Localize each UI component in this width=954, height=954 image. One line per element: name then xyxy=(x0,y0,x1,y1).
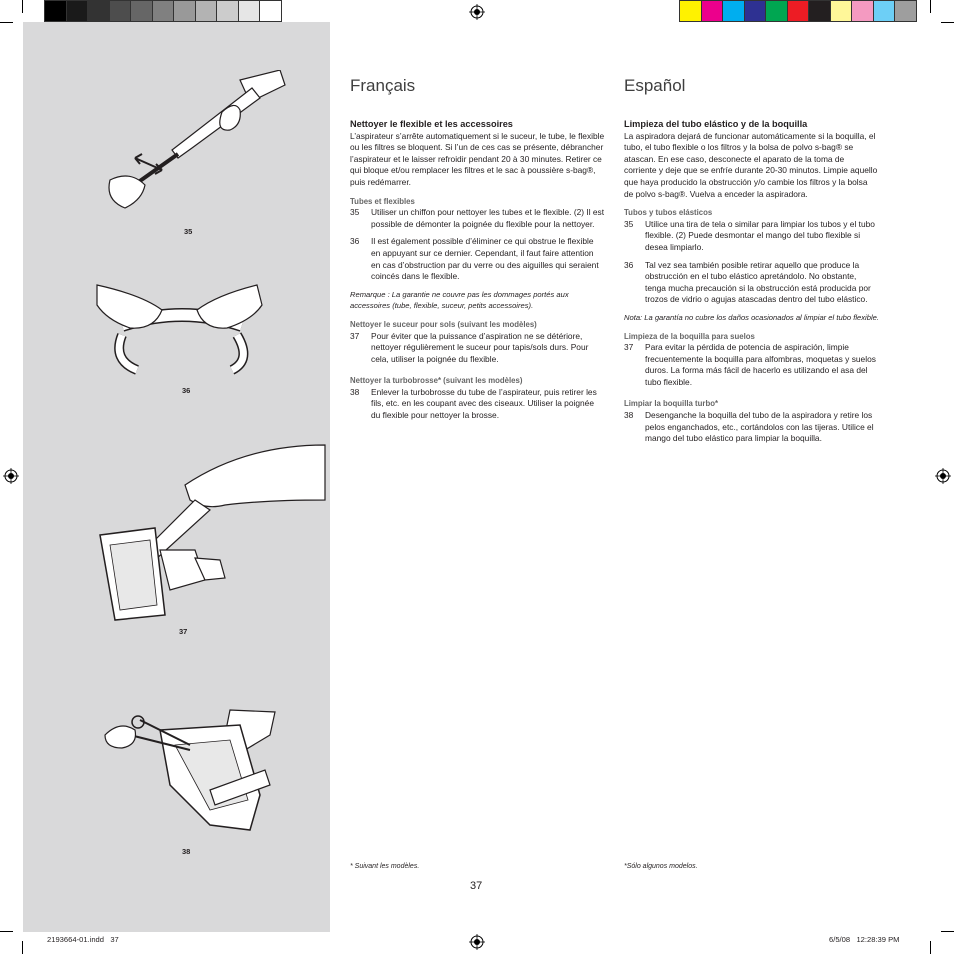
illustration-tube-cleaning xyxy=(90,70,290,215)
subheading: Tubos y tubos elásticos xyxy=(624,208,713,218)
list-item: 38 Desenganche la boquilla del tubo de la aspiradora y retire los pelos enganchados, etc., cortándolos con las tijeras. Utilice el mango del tubo elástico para limpiar la boquilla. xyxy=(624,410,874,444)
crop-mark xyxy=(941,931,954,932)
crop-mark xyxy=(930,941,931,954)
slug-date: 6/5/08 12:28:39 PM xyxy=(829,935,900,944)
color-swatch xyxy=(766,0,788,22)
color-swatch xyxy=(44,0,67,22)
remark-note: Nota: La garantía no cubre los daños ocasionados al limpiar el tubo flexible. xyxy=(624,312,879,322)
color-swatch xyxy=(874,0,896,22)
registration-mark-icon xyxy=(469,934,485,950)
remark-note: Remarque : La garantie ne couvre pas les dommages portés aux accessoires (tube, flexible, suceur, petits accessoires). xyxy=(350,289,569,311)
color-swatch xyxy=(788,0,810,22)
color-swatch xyxy=(239,0,261,22)
heading-francais: Français xyxy=(350,76,416,95)
figure-label: 36 xyxy=(182,386,191,395)
color-swatch xyxy=(110,0,132,22)
figure-label: 35 xyxy=(184,227,193,236)
list-item: 36 Tal vez sea también posible retirar aquello que produce la obstrucción en el tubo elástico apretándolo. No obstante, tenga mucha precaución si la obstrucción está producida por trozos de vidrio o agujas atascadas dentro del tubo elástico. xyxy=(624,259,871,305)
footnote: *Sólo algunos modelos. xyxy=(624,863,698,870)
heading-espanol: Español xyxy=(624,76,686,95)
spanish-column xyxy=(624,119,879,445)
color-bar xyxy=(679,0,917,22)
color-swatch xyxy=(67,0,89,22)
list-item: 37 Para evitar la pérdida de potencia de aspiración, limpie frecuentemente la boquilla para alfombras, moquetas y suelos duros. La forma más fácil de hacerlo es utilizando el asa del tubo flexible. xyxy=(624,342,876,387)
footnote: * Suivant les modèles. xyxy=(350,863,420,870)
intro-text: La aspiradora dejará de funcionar automáticamente si la boquilla, el tubo, el tubo flexible o los filtros y la bolsa de polvo s-bag® se atascan. En ese caso, desconecte el aparato de la toma de corriente y deje que se enfríe durante 20-30 minutos. Limpie aquello que haya producido la obstrucción y/o cambie los filtros y la bolsa de polvo s-bag®. Vuelva a enceder la aspiradora. xyxy=(624,130,878,199)
color-swatch xyxy=(88,0,110,22)
list-item: 37 Pour éviter que la puissance d’aspiration ne se détériore, nettoyer régulièrement le suceur pour tapis/sols durs. Pour cela, utiliser la poignée du flexible. xyxy=(350,330,589,364)
subheading: Limpiar la boquilla turbo* xyxy=(624,399,719,409)
crop-mark xyxy=(930,0,931,13)
list-item: 38 Enlever la turbobrosse du tube de l’aspirateur, puis retirer les fils, etc. en les coupant avec des ciseaux. Utiliser la poignée du flexible pour nettoyer la brosse. xyxy=(350,386,597,421)
crop-mark xyxy=(0,931,13,932)
color-swatch xyxy=(831,0,853,22)
subheading: Tubes et flexibles xyxy=(350,196,415,206)
color-swatch xyxy=(174,0,196,22)
section-title: Limpieza del tubo elástico y de la boquilla xyxy=(624,119,808,129)
color-swatch xyxy=(217,0,239,22)
illustration-hose-squeezing xyxy=(92,280,267,375)
grayscale-bar xyxy=(44,0,282,22)
crop-mark xyxy=(0,22,13,23)
list-item: 36 Il est également possible d’éliminer ce qui obstrue le flexible en appuyant sur ce dernier. Cependant, il faut faire attention en cas d’obstruction par du verre ou des aiguilles qui seraient coincés dans le flexible. xyxy=(350,236,599,282)
subheading: Nettoyer le suceur pour sols (suivant les modèles) xyxy=(350,319,537,329)
subheading: Limpieza de la boquilla para suelos xyxy=(624,331,755,341)
registration-mark-icon xyxy=(469,4,485,20)
color-swatch xyxy=(702,0,724,22)
color-swatch xyxy=(153,0,175,22)
subheading: Nettoyer la turbobrosse* (suivant les modèles) xyxy=(350,376,523,386)
crop-mark xyxy=(941,22,954,23)
french-column xyxy=(350,119,605,422)
crop-mark xyxy=(22,0,23,13)
color-swatch xyxy=(196,0,218,22)
color-swatch xyxy=(679,0,702,22)
page-number: 37 xyxy=(470,880,483,892)
color-swatch xyxy=(131,0,153,22)
list-item: 35 Utiliser un chiffon pour nettoyer les tubes et le flexible. (2) Il est possible de démonter la poignée du flexible pour la nettoyer. xyxy=(350,207,605,229)
crop-mark xyxy=(22,941,23,954)
section-title: Nettoyer le flexible et les accessoires xyxy=(350,119,513,129)
registration-mark-icon xyxy=(935,468,951,484)
color-swatch xyxy=(745,0,767,22)
registration-mark-icon xyxy=(3,468,19,484)
color-swatch xyxy=(852,0,874,22)
color-swatch xyxy=(260,0,282,22)
illustration-floor-nozzle xyxy=(95,440,330,625)
list-item: 35 Utilice una tira de tela o similar para limpiar los tubos y el tubo flexible. (2) Puede desmontar el mango del tubo flexible si desea limpiarlo. xyxy=(624,218,875,252)
color-swatch xyxy=(895,0,917,22)
figure-label: 38 xyxy=(182,847,191,856)
intro-text: L’aspirateur s’arrête automatiquement si le suceur, le tube, le flexible ou les filtres se bloquent. Si l’un de ces cas se présente, débrancher l’aspirateur et le laisser refroidir pendant 20 à 30 minutes. Retirer ce qui bloque et/ou remplacer les filtres et le sac à poussière s-bag®, puis redémarrer. xyxy=(350,130,605,187)
illustration-turbo-brush xyxy=(100,690,310,840)
slug-file: 2193664-01.indd 37 xyxy=(47,935,119,944)
color-swatch xyxy=(809,0,831,22)
color-swatch xyxy=(723,0,745,22)
figure-label: 37 xyxy=(179,627,188,636)
